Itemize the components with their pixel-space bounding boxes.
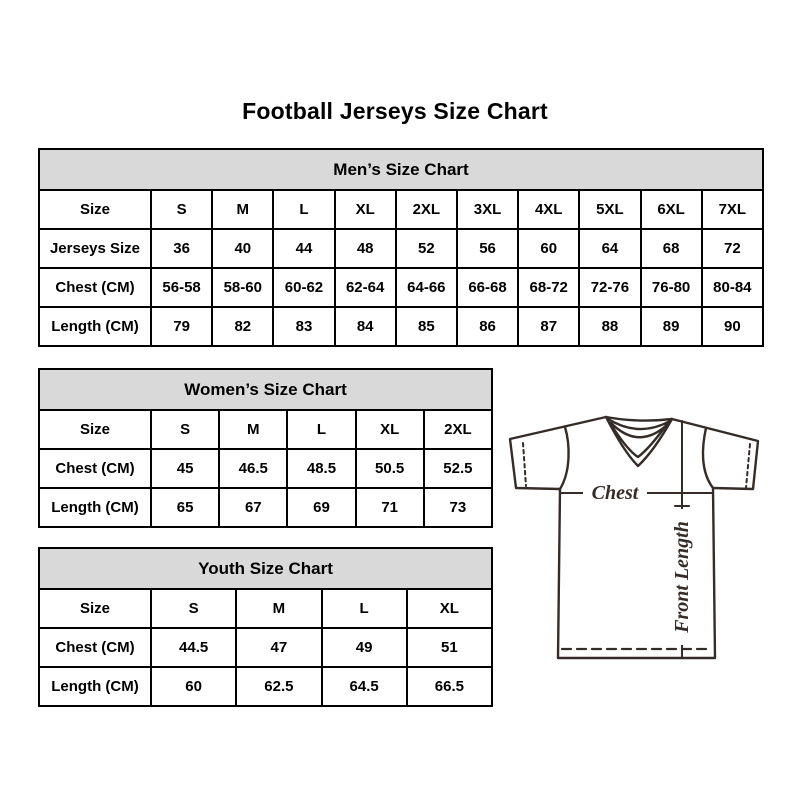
table-cell: XL [335,190,396,229]
table-cell: 52 [396,229,457,268]
table-cell: 68 [641,229,702,268]
womens-table-title: Women’s Size Chart [39,369,492,410]
table-cell: 86 [457,307,518,346]
page-title: Football Jerseys Size Chart [242,98,548,124]
table-cell: 66-68 [457,268,518,307]
table-cell: S [151,190,212,229]
table-cell: 67 [219,488,287,527]
table-cell: 46.5 [219,449,287,488]
womens-size-chart-table [38,368,493,528]
table-cell: 48 [335,229,396,268]
table-cell: 3XL [457,190,518,229]
row-label: Size [39,589,151,628]
table-cell: 44 [273,229,334,268]
table-cell: 36 [151,229,212,268]
table-cell: 88 [579,307,640,346]
table-cell: 68-72 [518,268,579,307]
table-cell: XL [356,410,424,449]
table-cell: 45 [151,449,219,488]
table-cell: S [151,589,236,628]
chest-label: Chest [591,482,639,504]
table-cell: M [219,410,287,449]
table-cell: 89 [641,307,702,346]
table-cell: 62.5 [236,667,321,706]
row-label: Jerseys Size [39,229,151,268]
table-cell: 79 [151,307,212,346]
table-cell: 6XL [641,190,702,229]
table-cell: 48.5 [287,449,355,488]
table-cell: M [236,589,321,628]
row-label: Chest (CM) [39,628,151,667]
table-cell: 7XL [702,190,763,229]
row-label: Chest (CM) [39,268,151,307]
table-cell: S [151,410,219,449]
table-cell: 5XL [579,190,640,229]
table-cell: 72-76 [579,268,640,307]
youth-table-title: Youth Size Chart [39,548,492,589]
table-cell: L [322,589,407,628]
table-cell: 76-80 [641,268,702,307]
table-cell: 49 [322,628,407,667]
front-length-label: Front Length [671,521,693,633]
table-cell: 4XL [518,190,579,229]
table-cell: 50.5 [356,449,424,488]
row-label: Size [39,190,151,229]
table-cell: 64.5 [322,667,407,706]
table-row [39,488,492,527]
jersey-measurement-diagram [498,396,798,686]
table-cell: 52.5 [424,449,492,488]
table-cell: 82 [212,307,273,346]
table-row [39,410,492,449]
youth-size-chart-table [38,547,493,707]
table-cell: 58-60 [212,268,273,307]
table-cell: 60 [518,229,579,268]
table-cell: 51 [407,628,492,667]
collar-back-line [606,417,672,421]
row-label: Length (CM) [39,667,151,706]
table-cell: 72 [702,229,763,268]
right-armhole-seam [703,428,713,488]
table-cell: M [212,190,273,229]
table-cell: 66.5 [407,667,492,706]
table-row [39,307,763,346]
table-cell: 84 [335,307,396,346]
table-cell: 90 [702,307,763,346]
table-cell: XL [407,589,492,628]
table-row [39,628,492,667]
table-cell: 56 [457,229,518,268]
mens-size-chart-table [38,148,764,347]
table-row [39,190,763,229]
table-row [39,449,492,488]
table-cell: 85 [396,307,457,346]
left-cuff-dotted-seam [523,443,526,486]
table-cell: 87 [518,307,579,346]
table-cell: 60 [151,667,236,706]
table-row [39,667,492,706]
table-cell: 69 [287,488,355,527]
table-cell: 83 [273,307,334,346]
jersey-outline [510,417,758,658]
table-cell: 47 [236,628,321,667]
right-cuff-dotted-seam [746,444,750,488]
table-row [39,589,492,628]
row-label: Length (CM) [39,307,151,346]
table-cell: L [273,190,334,229]
table-cell: 60-62 [273,268,334,307]
table-cell: 2XL [396,190,457,229]
table-cell: 80-84 [702,268,763,307]
row-label: Chest (CM) [39,449,151,488]
mens-table-title: Men’s Size Chart [39,149,763,190]
table-cell: 62-64 [335,268,396,307]
table-cell: 71 [356,488,424,527]
right-sleeve-outline [672,419,758,489]
row-label: Size [39,410,151,449]
row-label: Length (CM) [39,488,151,527]
table-cell: 64-66 [396,268,457,307]
left-armhole-seam [560,427,569,489]
table-cell: 64 [579,229,640,268]
table-cell: 44.5 [151,628,236,667]
table-cell: 2XL [424,410,492,449]
table-cell: L [287,410,355,449]
table-cell: 56-58 [151,268,212,307]
table-row [39,268,763,307]
table-cell: 65 [151,488,219,527]
table-cell: 40 [212,229,273,268]
table-row [39,229,763,268]
table-cell: 73 [424,488,492,527]
